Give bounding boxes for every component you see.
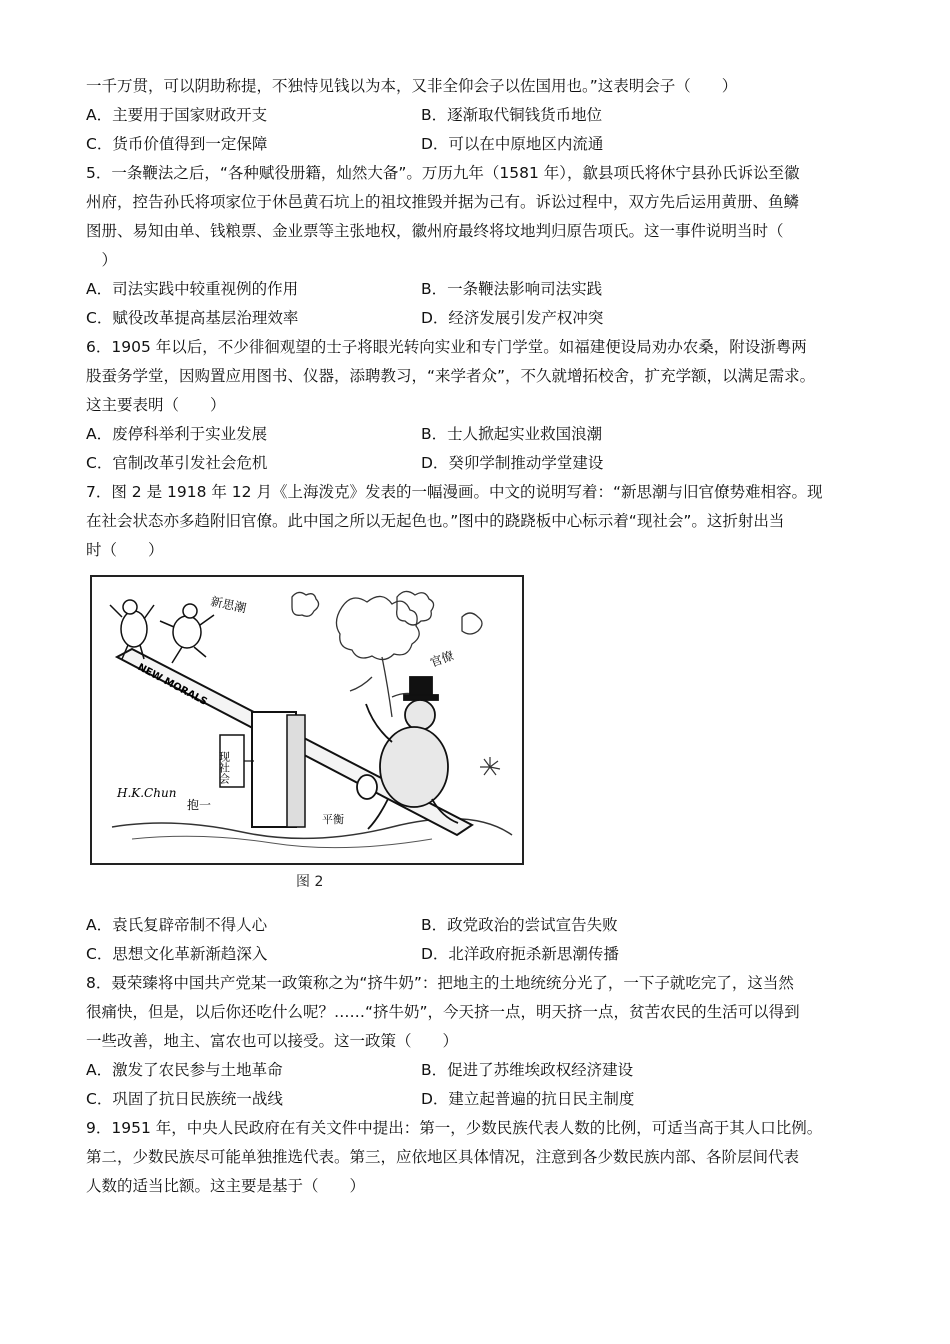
q8-stem-line1: 8．聂荣臻将中国共产党某一政策称之为“挤牛奶”：把地主的土地统统分光了，一下子就吃完了，这当然 (86, 974, 794, 992)
label-ground: 平衡 (322, 813, 344, 826)
label-signature: H.K.Chun (117, 786, 177, 800)
q7-stem-line2: 在社会状态亦多趋附旧官僚。此中国之所以无起色也。”图中的跷跷板中心标示着“现社会”。这折射出当 (86, 512, 785, 530)
q6-options-row2 (86, 449, 876, 478)
q8-option-d[interactable]: D．建立起普遍的抗日民主制度 (421, 1090, 635, 1108)
q4-option-a[interactable]: A．主要用于国家财政开支 (86, 106, 268, 124)
q6-option-b[interactable]: B．士人掀起实业救国浪潮 (421, 425, 603, 443)
q7-stem-line1: 7．图 2 是 1918 年 12 月《上海泼克》发表的一幅漫画。中文的说明写着：“新思潮与旧官僚势难相容。现 (86, 483, 823, 501)
q8-option-a[interactable]: A．激发了农民参与土地革命 (86, 1061, 283, 1079)
q4-stem: 一千万贯，可以阴助称提，不独恃见钱以为本，又非全仰会子以佐国用也。”这表明会子（ ） (86, 77, 738, 95)
q7-option-c[interactable]: C．思想文化革新渐趋深入 (86, 945, 268, 963)
q8-options-row2 (86, 1085, 876, 1114)
label-signature-cn: 抱一 (187, 798, 212, 812)
q6-option-a[interactable]: A．废停科举利于实业发展 (86, 425, 268, 443)
seesaw-cartoon-drawing (92, 577, 522, 863)
q7-option-b[interactable]: B．政党政治的尝试宣告失败 (421, 916, 618, 934)
q7-stem-line3: 时（ ） (86, 541, 164, 559)
label-new-thought: 新思潮 (209, 594, 248, 616)
q4-option-b[interactable]: B．逐渐取代铜钱货币地位 (421, 106, 603, 124)
figure-caption: 图 2 (296, 874, 324, 890)
q8-options-row1 (86, 1056, 876, 1085)
q7-options-row1 (86, 911, 876, 940)
q5-stem-line4: ） (86, 251, 118, 269)
q6-stem-line1: 6．1905 年以后，不少徘徊观望的士子将眼光转向实业和专门学堂。如福建便设局劝办农桑，附设浙粤两 (86, 338, 807, 356)
q6-option-d[interactable]: D．癸卯学制推动学堂建设 (421, 454, 604, 472)
q5-stem-line2: 州府，控告孙氏将项家位于休邑黄石坑上的祖坟推毁并据为己有。诉讼过程中，双方先后运用黄册、鱼鳞 (86, 193, 800, 211)
label-current-society: 现社会 (217, 751, 231, 784)
q6-stem-line3: 这主要表明（ ） (86, 396, 226, 414)
q7-option-a[interactable]: A．袁氏复辟帝制不得人心 (86, 916, 268, 934)
q5-option-b[interactable]: B．一条鞭法影响司法实践 (421, 280, 603, 298)
q4-options-row2 (86, 130, 876, 159)
q4-options-row1 (86, 101, 876, 130)
q5-option-d[interactable]: D．经济发展引发产权冲突 (421, 309, 604, 327)
label-bureaucrat: 官僚 (428, 648, 456, 670)
exam-page (86, 72, 876, 1201)
q5-option-c[interactable]: C．赋役改革提高基层治理效率 (86, 309, 299, 327)
q7-options-row2 (86, 940, 876, 969)
q8-option-b[interactable]: B．促进了苏维埃政权经济建设 (421, 1061, 634, 1079)
q8-option-c[interactable]: C．巩固了抗日民族统一战线 (86, 1090, 283, 1108)
q5-options-row1 (86, 275, 876, 304)
q6-options-row1 (86, 420, 876, 449)
q7-option-d[interactable]: D．北洋政府扼杀新思潮传播 (421, 945, 619, 963)
q9-stem-line3: 人数的适当比额。这主要是基于（ ） (86, 1177, 366, 1195)
q5-options-row2 (86, 304, 876, 333)
q4-option-d[interactable]: D．可以在中原地区内流通 (421, 135, 604, 153)
q5-option-a[interactable]: A．司法实践中较重视例的作用 (86, 280, 299, 298)
q9-stem-line2: 第二，少数民族尽可能单独推选代表。第三，应依地区具体情况，注意到各少数民族内部、各阶层间代表 (86, 1148, 800, 1166)
q8-stem-line3: 一些改善，地主、富农也可以接受。这一政策（ ） (86, 1032, 459, 1050)
q8-stem-line2: 很痛快，但是，以后你还吃什么呢？……“挤牛奶”，今天挤一点，明天挤一点，贫苦农民的生活可以得到 (86, 1003, 800, 1021)
q9-stem-line1: 9．1951 年，中央人民政府在有关文件中提出：第一，少数民族代表人数的比例，可适当高于其人口比例。 (86, 1119, 823, 1137)
q4-option-c[interactable]: C．货币价值得到一定保障 (86, 135, 268, 153)
label-new-morals: NEW MORALS (135, 661, 209, 708)
q6-stem-line2: 股蚕务学堂，因购置应用图书、仪器，添聘教习，“来学者众”，不久就增拓校舍，扩充学额，以满足需求。 (86, 367, 816, 385)
q5-stem-line1: 5．一条鞭法之后，“各种赋役册籍，灿然大备”。万历九年（1581 年），歙县项氏将休宁县孙氏诉讼至徽 (86, 164, 800, 182)
cartoon-image (90, 575, 524, 865)
q5-stem-line3: 图册、易知由单、钱粮票、金业票等主张地权，徽州府最终将坟地判归原告项氏。这一事件说明当时（ (86, 222, 784, 240)
q6-option-c[interactable]: C．官制改革引发社会危机 (86, 454, 268, 472)
cartoon-figure (86, 571, 876, 911)
